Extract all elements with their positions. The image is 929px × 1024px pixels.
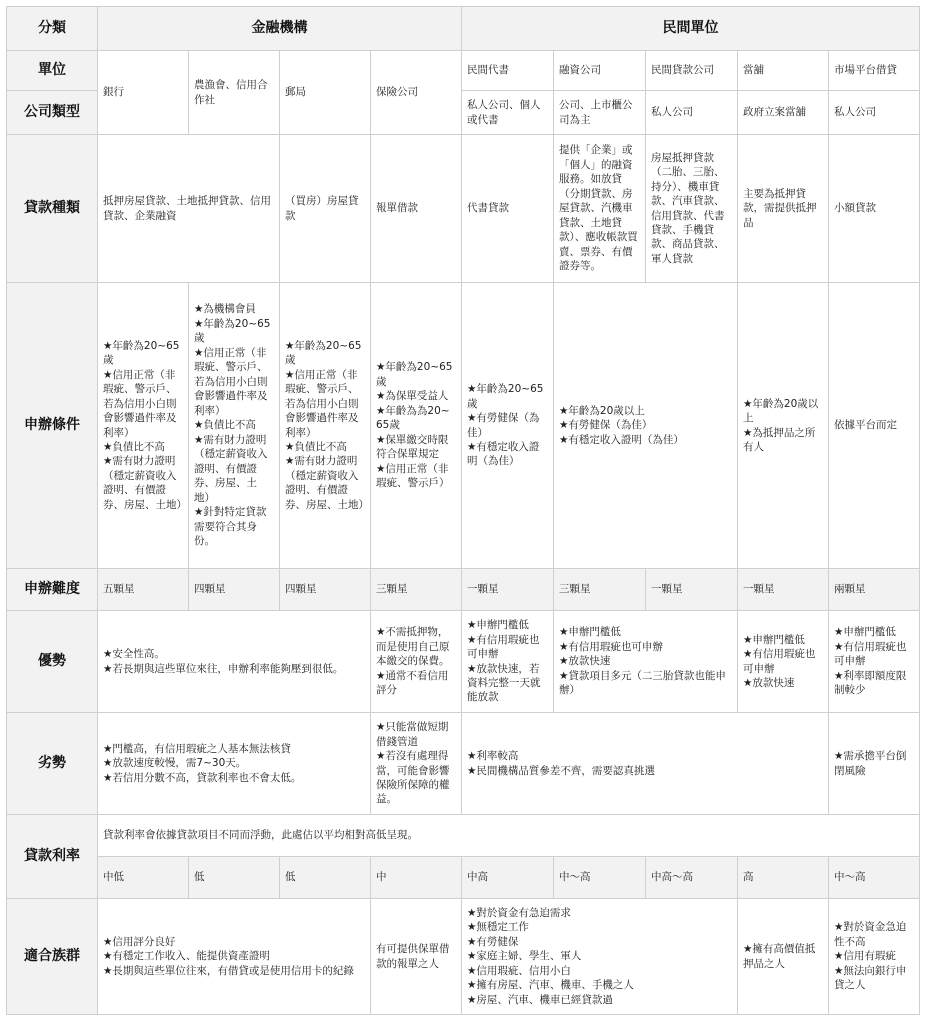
interest-pawn: 高 <box>738 857 829 899</box>
company-type-label: 公司類型 <box>7 91 98 135</box>
company-type-finco: 公司、上市櫃公司為主 <box>554 91 646 135</box>
interest-note-row <box>7 815 920 857</box>
unit-bank: 銀行 <box>98 51 189 135</box>
unit-agent: 民間代書 <box>462 51 554 91</box>
conditions-label: 申辦條件 <box>7 283 98 569</box>
suitable-label: 適合族群 <box>7 899 98 1015</box>
loan-comparison-table-wrapper <box>6 6 920 1015</box>
private-units-header: 民間單位 <box>462 7 920 51</box>
unit-farmers: 農漁會、信用合作社 <box>189 51 280 135</box>
interest-note: 貸款利率會依據貸款項目不同而浮動，此處估以平均相對高低呈現。 <box>98 815 920 857</box>
category-header: 分類 <box>7 7 98 51</box>
interest-agent: 中高 <box>462 857 554 899</box>
advantages-agent: ★申辦門檻低 ★有信用瑕疵也可申辦 ★放款快速，若資料完整一天就能放款 <box>462 611 554 713</box>
unit-finco: 融資公司 <box>554 51 646 91</box>
suitable-pawn: ★擁有高價值抵押品之人 <box>738 899 829 1015</box>
difficulty-farmers: 四顆星 <box>189 569 280 611</box>
conditions-finco-private: ★年齡為20歲以上 ★有勞健保（為佳） ★有穩定收入證明（為佳） <box>554 283 738 569</box>
conditions-row <box>7 283 920 569</box>
loan-types-agent: 代書貸款 <box>462 135 554 283</box>
interest-values-row <box>7 857 920 899</box>
unit-row <box>7 51 920 91</box>
interest-farmers: 低 <box>189 857 280 899</box>
interest-bank: 中低 <box>98 857 189 899</box>
unit-pawn: 當舖 <box>738 51 829 91</box>
conditions-bank: ★年齡為20~65歲 ★信用正常（非瑕疵、警示戶、若為信用小白則會影響過件率及利率） ★負債比不高 ★需有財力證明（穩定薪資收入證明、有價證券、房屋、土地） <box>98 283 189 569</box>
suitable-row <box>7 899 920 1015</box>
disadvantages-label: 劣勢 <box>7 713 98 815</box>
conditions-insurance: ★年齡為20~65歲 ★為保單受益人 ★年齡為為20~65歲 ★保單繳交時限符合保單規定 ★信用正常（非瑕疵、警示戶） <box>371 283 462 569</box>
conditions-farmers: ★為機構會員 ★年齡為20~65歲 ★信用正常（非瑕疵、警示戶、若為信用小白則會影響過件率及利率） ★負債比不高 ★需有財力證明（穩定薪資收入證明、有價證券、房屋、土地） ★針對特定貸款需要符合其身份。 <box>189 283 280 569</box>
loan-types-label: 貸款種類 <box>7 135 98 283</box>
loan-types-platform: 小額貸款 <box>829 135 920 283</box>
difficulty-bank: 五顆星 <box>98 569 189 611</box>
difficulty-finco: 三顆星 <box>554 569 646 611</box>
interest-insurance: 中 <box>371 857 462 899</box>
advantages-insurance: ★不需抵押物，而是使用自己原本繳交的保費。 ★通常不看信用評分 <box>371 611 462 713</box>
loan-types-private-loan: 房屋抵押貸款（二胎、三胎、持分）、機車貸款、汽車貸款、信用貸款、代書貸款、手機貸款、商品貸款、軍人貸款 <box>646 135 738 283</box>
disadvantages-row <box>7 713 920 815</box>
difficulty-post: 四顆星 <box>280 569 371 611</box>
disadvantages-bank-post: ★門檻高，有信用瑕疵之人基本無法核貸 ★放款速度較慢，需7~30天。 ★若信用分數不高，貸款利率也不會太低。 <box>98 713 371 815</box>
suitable-platform: ★對於資金急迫性不高 ★信用有瑕疵 ★無法向銀行申貸之人 <box>829 899 920 1015</box>
loan-types-insurance: 報單借款 <box>371 135 462 283</box>
company-type-private-loan: 私人公司 <box>646 91 738 135</box>
unit-platform: 市場平台借貸 <box>829 51 920 91</box>
interest-finco: 中～高 <box>554 857 646 899</box>
conditions-agent: ★年齡為20~65歲 ★有勞健保（為佳） ★有穩定收入證明（為佳） <box>462 283 554 569</box>
advantages-label: 優勢 <box>7 611 98 713</box>
loan-types-post: （買房）房屋貸款 <box>280 135 371 283</box>
difficulty-row <box>7 569 920 611</box>
advantages-pawn: ★申辦門檻低 ★有信用瑕疵也可申辦 ★放款快速 <box>738 611 829 713</box>
difficulty-agent: 一顆星 <box>462 569 554 611</box>
advantages-bank-post: ★安全性高。 ★若長期與這些單位來往，申辦利率能夠壓到很低。 <box>98 611 371 713</box>
disadvantages-platform: ★需承擔平台倒閉風險 <box>829 713 920 815</box>
loan-comparison-table <box>6 6 920 1015</box>
interest-post: 低 <box>280 857 371 899</box>
suitable-bank-post: ★信用評分良好 ★有穩定工作收入、能提供資產證明 ★長期與這些單位往來，有借貸或是使用信用卡的紀錄 <box>98 899 371 1015</box>
disadvantages-insurance: ★只能當做短期借錢管道 ★若沒有處理得當，可能會影響保險所保障的權益。 <box>371 713 462 815</box>
difficulty-platform: 兩顆星 <box>829 569 920 611</box>
interest-private-loan: 中高～高 <box>646 857 738 899</box>
unit-post: 郵局 <box>280 51 371 135</box>
difficulty-private-loan: 一顆星 <box>646 569 738 611</box>
advantages-row <box>7 611 920 713</box>
company-type-agent: 私人公司、個人或代書 <box>462 91 554 135</box>
conditions-platform: 依據平台而定 <box>829 283 920 569</box>
interest-platform: 中～高 <box>829 857 920 899</box>
financial-institutions-header: 金融機構 <box>98 7 462 51</box>
interest-label: 貸款利率 <box>7 815 98 899</box>
company-type-platform: 私人公司 <box>829 91 920 135</box>
advantages-finco-private: ★申辦門檻低 ★有信用瑕疵也可申辦 ★放款快速 ★貸款項目多元（二三胎貸款也能申辦） <box>554 611 738 713</box>
loan-types-row <box>7 135 920 283</box>
difficulty-label: 申辦難度 <box>7 569 98 611</box>
header-row <box>7 7 920 51</box>
company-type-pawn: 政府立案當舖 <box>738 91 829 135</box>
difficulty-pawn: 一顆星 <box>738 569 829 611</box>
conditions-post: ★年齡為20~65歲 ★信用正常（非瑕疵、警示戶、若為信用小白則會影響過件率及利率） ★負債比不高 ★需有財力證明（穩定薪資收入證明、有價證券、房屋、土地） <box>280 283 371 569</box>
advantages-platform: ★申辦門檻低 ★有信用瑕疵也可申辦 ★利率即額度限制較少 <box>829 611 920 713</box>
conditions-pawn: ★年齡為20歲以上 ★為抵押品之所有人 <box>738 283 829 569</box>
suitable-agent-private: ★對於資金有急迫需求 ★無穩定工作 ★有勞健保 ★家庭主婦、學生、軍人 ★信用瑕疵、信用小白 ★擁有房屋、汽車、機車、手機之人 ★房屋、汽車、機車已經貸款過 <box>462 899 738 1015</box>
loan-types-pawn: 主要為抵押貸款，需提供抵押品 <box>738 135 829 283</box>
suitable-insurance: 有可提供保單借款的報單之人 <box>371 899 462 1015</box>
unit-insurance: 保險公司 <box>371 51 462 135</box>
difficulty-insurance: 三顆星 <box>371 569 462 611</box>
disadvantages-agent-pawn: ★利率較高 ★民間機構品質參差不齊，需要認真挑選 <box>462 713 829 815</box>
loan-types-bank-farmers: 抵押房屋貸款、土地抵押貸款、信用貸款、企業融資 <box>98 135 280 283</box>
unit-label: 單位 <box>7 51 98 91</box>
loan-types-finco: 提供「企業」或「個人」的融資服務。如放貸（分期貸款、房屋貸款、汽機車貸款、土地貸款）、應收帳款買賣、票券、有價證券等。 <box>554 135 646 283</box>
unit-private-loan: 民間貸款公司 <box>646 51 738 91</box>
